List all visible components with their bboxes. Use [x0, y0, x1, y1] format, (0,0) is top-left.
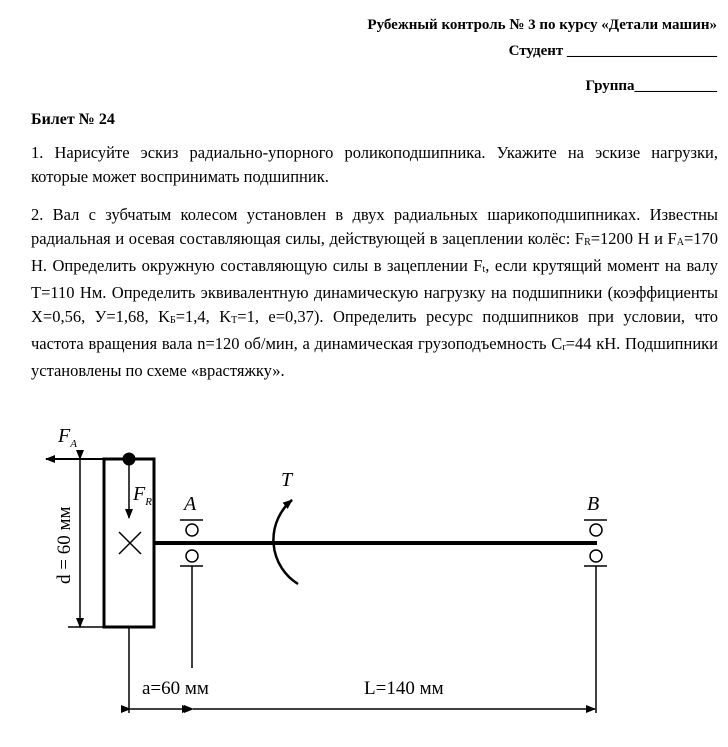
exam-title: Рубежный контроль № 3 по курсу «Детали машин» [367, 17, 717, 33]
d-dimension-label: d = 60 мм [54, 506, 75, 584]
fr-label: $F_R$ [133, 483, 152, 508]
cross-icon [119, 532, 141, 554]
fa-label: $F_A$ [58, 425, 77, 450]
torque-label: T [281, 469, 293, 491]
subscript: t [482, 264, 486, 275]
bearing-b [584, 520, 607, 713]
a-dimension-label: a=60 мм [142, 678, 209, 699]
subscript: r [562, 342, 566, 353]
bearing-a-label: A [184, 493, 197, 515]
subscript: T [231, 315, 238, 326]
task-2-text: =1,4, K [175, 307, 232, 326]
student-field: Студент ____________________ [508, 43, 717, 59]
bearing-b-label: B [587, 493, 600, 515]
task-2-text: , если крутящий момент на валу T=110 Нм. Определить эквивалентную динамическую нагрузку на подшипники (коэффициенты X=0,56, У=1,68, K [31, 256, 718, 326]
task-2-text: =44 кН. Подшипники установлены по схеме «врастяжку». [31, 334, 718, 380]
task-2-text: =170 Н. Определить окружную составляющую силы в зацеплении F [31, 229, 718, 275]
subscript: R [584, 237, 591, 248]
task-2-text: =1, e=0,37). Определить ресурс подшипников при условии, что частота вращения вала n=120 об/мин, а динамическая грузоподъемность C [31, 307, 719, 353]
task-2-text: 2. Вал с зубчатым колесом установлен в двух радиальных шарикоподшипниках. Известны радиальная и осевая составляющая силы, действующей в зацеплении колёс: F [31, 205, 718, 248]
l-dimension-label: L=140 мм [364, 678, 444, 699]
ticket-number: Билет № 24 [31, 111, 115, 128]
task-2-text: =1200 Н и F [590, 229, 677, 248]
task-1: 1. Нарисуйте эскиз радиально-упорного роликоподшипника. Укажите на эскизе нагрузки, которые может воспринимать подшипник. [31, 143, 718, 186]
subscript: Б [170, 315, 176, 326]
group-field: Группа___________ [585, 78, 717, 94]
subscript: A [676, 237, 684, 248]
